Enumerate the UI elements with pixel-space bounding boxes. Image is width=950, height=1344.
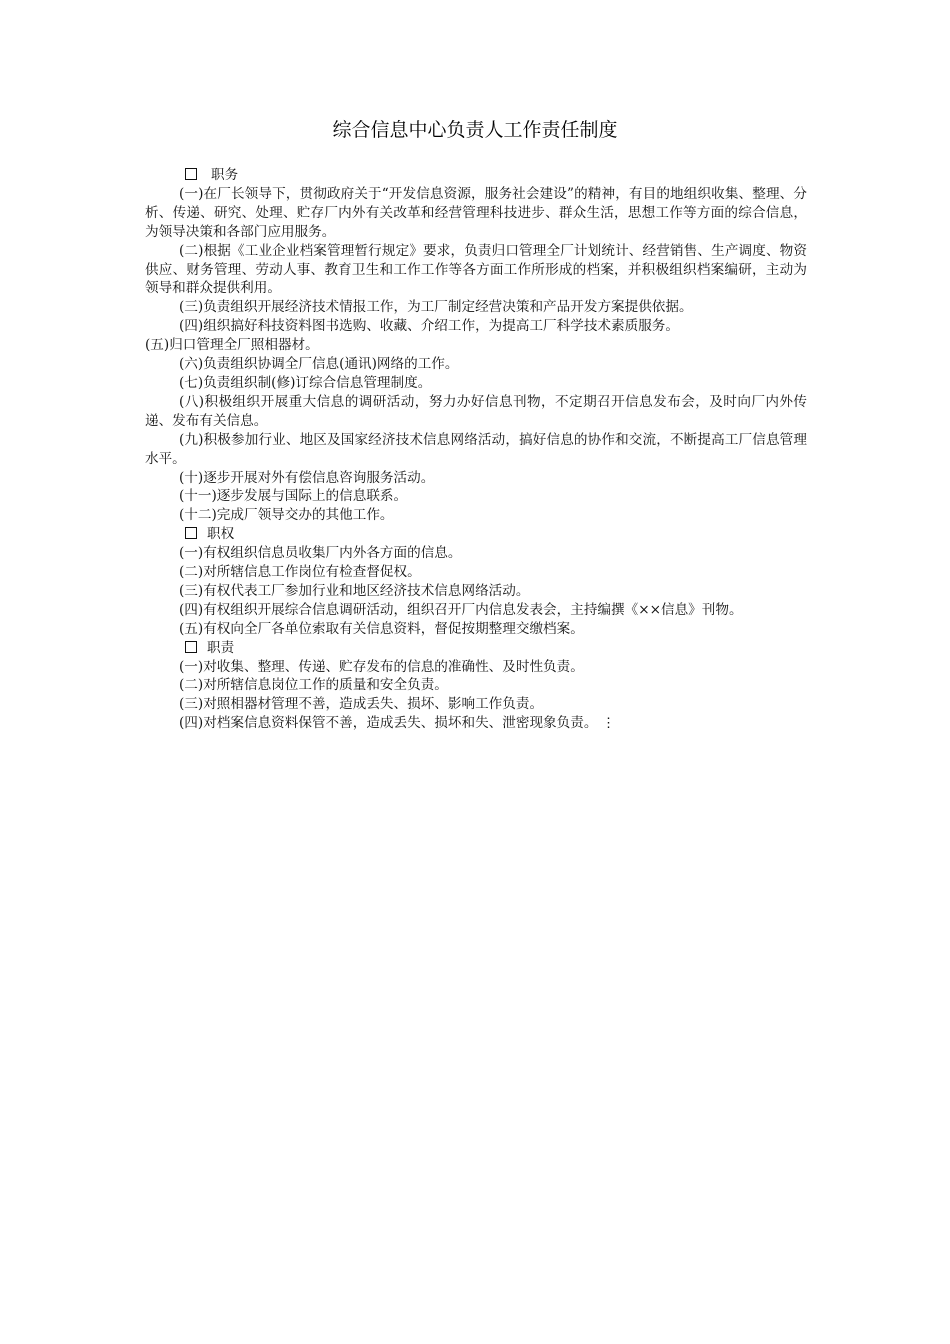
section-heading-responsibilities <box>145 639 807 658</box>
section-heading-label: 职权 <box>207 526 235 543</box>
list-item: (三)负责组织开展经济技术情报工作，为工厂制定经营决策和产品开发方案提供依据。 <box>179 299 693 316</box>
list-item: (三)对照相器材管理不善，造成丢失、损坏、影响工作负责。 <box>179 696 544 713</box>
list-item: (四)组织搞好科技资料图书选购、收藏、介绍工作，为提高工厂科学技术素质服务。 <box>179 318 679 335</box>
list-item: (七)负责组织制(修)订综合信息管理制度。 <box>179 374 432 391</box>
list-item: (六)负责组织协调全厂信息(通讯)网络的工作。 <box>179 356 459 373</box>
list-item: (五)归口管理全厂照相器材。 <box>145 337 319 354</box>
section-heading-label: 职务 <box>211 167 239 183</box>
list-item: (三)有权代表工厂参加行业和地区经济技术信息网络活动。 <box>179 582 530 599</box>
list-item: (四)对档案信息资料保管不善，造成丢失、损坏和失、泄密现象负责。 ⋮ <box>179 715 616 732</box>
list-item: (一)在厂长领导下，贯彻政府关于“开发信息资源，服务社会建设”的精神，有目的地组织收集、整理、分析、传递、研究、处理、贮存厂内外有关改革和经营管理科技进步、群众生活，思想工作等方面的综合信息，为领导决策和各部门应用服务。 <box>145 185 807 240</box>
document-title: 综合信息中心负责人工作责任制度 <box>332 119 618 141</box>
list-item: (一)对收集、整理、传递、贮存发布的信息的准确性、及时性负责。 <box>179 658 584 675</box>
list-item: (二)对所辖信息工作岗位有检查督促权。 <box>179 564 421 581</box>
document-body <box>145 166 807 733</box>
list-item: (二)根据《工业企业档案管理暂行规定》要求，负责归口管理全厂计划统计、经营销售、生产调度、物资供应、财务管理、劳动人事、教育卫生和工作工作等各方面工作所形成的档案，并积极组织档案编研，主动为领导和群众提供利用。 <box>145 242 807 297</box>
list-item: (一)有权组织信息员收集厂内外各方面的信息。 <box>179 545 462 562</box>
list-item: (九)积极参加行业、地区及国家经济技术信息网络活动，搞好信息的协作和交流，不断提高工厂信息管理水平。 <box>145 431 807 467</box>
checkbox-square-icon <box>185 527 197 539</box>
section-heading-duties <box>145 166 807 185</box>
list-item: (二)对所辖信息岗位工作的质量和安全负责。 <box>179 677 448 694</box>
checkbox-square-icon <box>185 641 197 653</box>
list-item: (四)有权组织开展综合信息调研活动，组织召开厂内信息发表会，主持编撰《××信息》刊物。 <box>179 601 743 618</box>
list-item: (十二)完成厂领导交办的其他工作。 <box>179 507 394 524</box>
list-item: (十)逐步开展对外有偿信息咨询服务活动。 <box>179 469 435 486</box>
checkbox-square-icon <box>185 168 197 180</box>
section-heading-label: 职责 <box>207 639 235 656</box>
list-item: (十一)逐步发展与国际上的信息联系。 <box>179 488 408 505</box>
list-item: (五)有权向全厂各单位索取有关信息资料，督促按期整理交缴档案。 <box>179 620 584 637</box>
section-heading-powers <box>145 525 807 544</box>
list-item: (八)积极组织开展重大信息的调研活动，努力办好信息刊物，不定期召开信息发布会，及时向厂内外传递、发布有关信息。 <box>145 393 807 429</box>
